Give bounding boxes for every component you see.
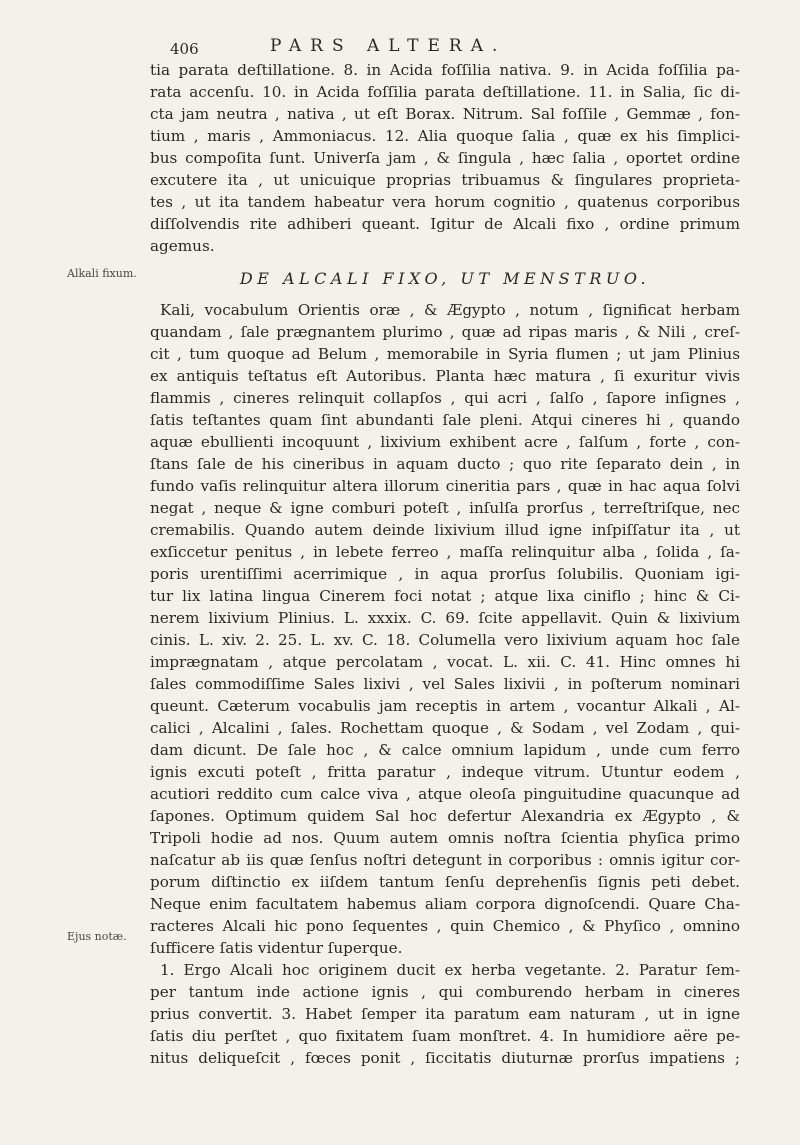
text-line: cta jam neutra , nativa , ut eſt Borax. Nitrum. Sal foſſile , Gemmæ , fon- xyxy=(150,105,740,123)
text-line: exſiccetur penitus , in lebete ferreo , maſſa relinquitur alba , ſolida , ſa- xyxy=(150,543,740,561)
text-line: ſatis diu perſtet , quo fixitatem ſuam monſtret. 4. In humidiore aëre pe- xyxy=(150,1027,740,1045)
text-line: Tripoli hodie ad nos. Quum autem omnis noſtra ſcientia phyſica primo xyxy=(150,829,740,847)
section-heading: DE ALCALI FIXO, UT MENSTRUO. xyxy=(239,269,651,288)
text-line: negat , neque & igne comburi poteſt , inſulſa prorſus , terreſtriſque, nec xyxy=(150,499,740,517)
text-line: acutiori reddito cum calce viva , atque oleoſa pinguitudine quacunque ad xyxy=(150,785,740,803)
text-body xyxy=(150,59,740,1069)
text-line: racteres Alcali hic pono ſequentes , quin Chemico , & Phyſico , omnino xyxy=(150,917,740,935)
text-line: excutere ita , ut unicuique proprias tribuamus & ſingulares proprieta- xyxy=(150,171,740,189)
text-line: fundo vaſis relinquitur altera illorum cineritia pars , quæ in hac aqua ſolvi xyxy=(150,477,740,495)
text-line: porum diſtinctio ex iiſdem tantum ſenſu deprehenſis ſignis peti debet. xyxy=(150,873,740,891)
text-line: naſcatur ab iis quæ ſenſus noſtri detegunt in corporibus : omnis igitur cor- xyxy=(150,851,740,869)
text-line: poris urentiſſimi acerrimique , in aqua prorſus ſolubilis. Quoniam igi- xyxy=(150,565,740,583)
text-line: dam dicunt. De ſale hoc , & calce omnium lapidum , unde cum ferro xyxy=(150,741,740,759)
text-line: tium , maris , Ammoniacus. 12. Alia quoque ſalia , quæ ex his ſimplici- xyxy=(150,127,740,145)
text-line: cremabilis. Quando autem deinde lixivium illud igne inſpiſſatur ita , ut xyxy=(150,521,740,539)
text-line: aquæ ebullienti incoquunt , lixivium exhibent acre , ſalſum , forte , con- xyxy=(150,433,740,451)
text-line: calici , Alcalini , ſales. Rochettam quoque , & Sodam , vel Zodam , qui- xyxy=(150,719,740,737)
text-line: rata accenſu. 10. in Acida foſſilia parata deſtillatione. 11. in Salia, ſic di- xyxy=(150,83,740,101)
text-line: Kali, vocabulum Orientis oræ , & Ægypto , notum , ſignificat herbam xyxy=(160,301,740,319)
text-line: quandam , ſale prægnantem plurimo , quæ ad ripas maris , & Nili , creſ- xyxy=(150,323,740,341)
paragraph-2 xyxy=(150,299,740,959)
text-line: ſatis teſtantes quam ſint abundanti ſale pleni. Atqui cineres hi , quando xyxy=(150,411,740,429)
text-line: imprægnatam , atque percolatam , vocat. L. xii. C. 41. Hinc omnes hi xyxy=(150,653,740,671)
paragraph-1 xyxy=(150,59,740,257)
text-line: tia parata deſtillatione. 8. in Acida foſſilia nativa. 9. in Acida foſſilia pa- xyxy=(150,61,740,79)
text-line: Neque enim facultatem habemus aliam corpora dignoſcendi. Quare Cha- xyxy=(150,895,740,913)
text-line: nerem lixivium Plinius. L. xxxix. C. 69. ſcite appellavit. Quin & lixivium xyxy=(150,609,740,627)
page-number: 406 xyxy=(170,40,199,58)
text-line: ſtans ſale de his cineribus in aquam ducto ; quo rite ſeparato dein , in xyxy=(150,455,740,473)
text-line: flammis , cineres relinquit collapſos , qui acri , ſalſo , ſapore inſignes , xyxy=(150,389,740,407)
margin-note-ejus: Ejus notæ. xyxy=(67,930,127,943)
text-line: ſufficere ſatis videntur ſuperque. xyxy=(150,939,403,957)
text-line: cit , tum quoque ad Belum , memorabile in Syria flumen ; ut jam Plinius xyxy=(150,345,740,363)
running-title: PARS ALTERA. xyxy=(270,36,507,56)
text-line: bus compoſita ſunt. Univerſa jam , & ſingula , hæc ſalia , oportet ordine xyxy=(150,149,740,167)
text-line: nitus deliqueſcit , fœces ponit , ſiccitatis diuturnæ prorſus impatiens ; xyxy=(150,1049,740,1067)
text-line: ſapones. Optimum quidem Sal hoc defertur Alexandria ex Ægypto , & xyxy=(150,807,740,825)
text-line: ſales commodiſſime Sales lixivi , vel Sales lixivii , in poſterum nominari xyxy=(150,675,740,693)
text-line: ignis excuti poteſt , fritta paratur , indeque vitrum. Utuntur eodem , xyxy=(150,763,740,781)
text-line: agemus. xyxy=(150,237,215,255)
text-line: queunt. Cæterum vocabulis jam receptis in artem , vocantur Alkali , Al- xyxy=(150,697,740,715)
text-line: per tantum inde actione ignis , qui comburendo herbam in cineres xyxy=(150,983,740,1001)
text-line: tur lix latina lingua Cinerem foci notat ; atque lixa ciniflo ; hinc & Ci- xyxy=(150,587,740,605)
text-line: diſſolvendis rite adhiberi queant. Igitur de Alcali fixo , ordine primum xyxy=(150,215,740,233)
paragraph-3 xyxy=(150,959,740,1069)
text-line: ex antiquis teſtatus eſt Autoribus. Planta hæc matura , ſi exuritur vivis xyxy=(150,367,740,385)
text-line: tes , ut ita tandem habeatur vera horum cognitio , quatenus corporibus xyxy=(150,193,740,211)
text-line: 1. Ergo Alcali hoc originem ducit ex herba vegetante. 2. Paratur ſem- xyxy=(160,961,740,979)
text-line: prius convertit. 3. Habet ſemper ita paratum eam naturam , ut in igne xyxy=(150,1005,740,1023)
text-line: cinis. L. xiv. 2. 25. L. xv. C. 18. Columella vero lixivium aquam hoc ſale xyxy=(150,631,740,649)
margin-note-alkali: Alkali fixum. xyxy=(67,267,137,280)
